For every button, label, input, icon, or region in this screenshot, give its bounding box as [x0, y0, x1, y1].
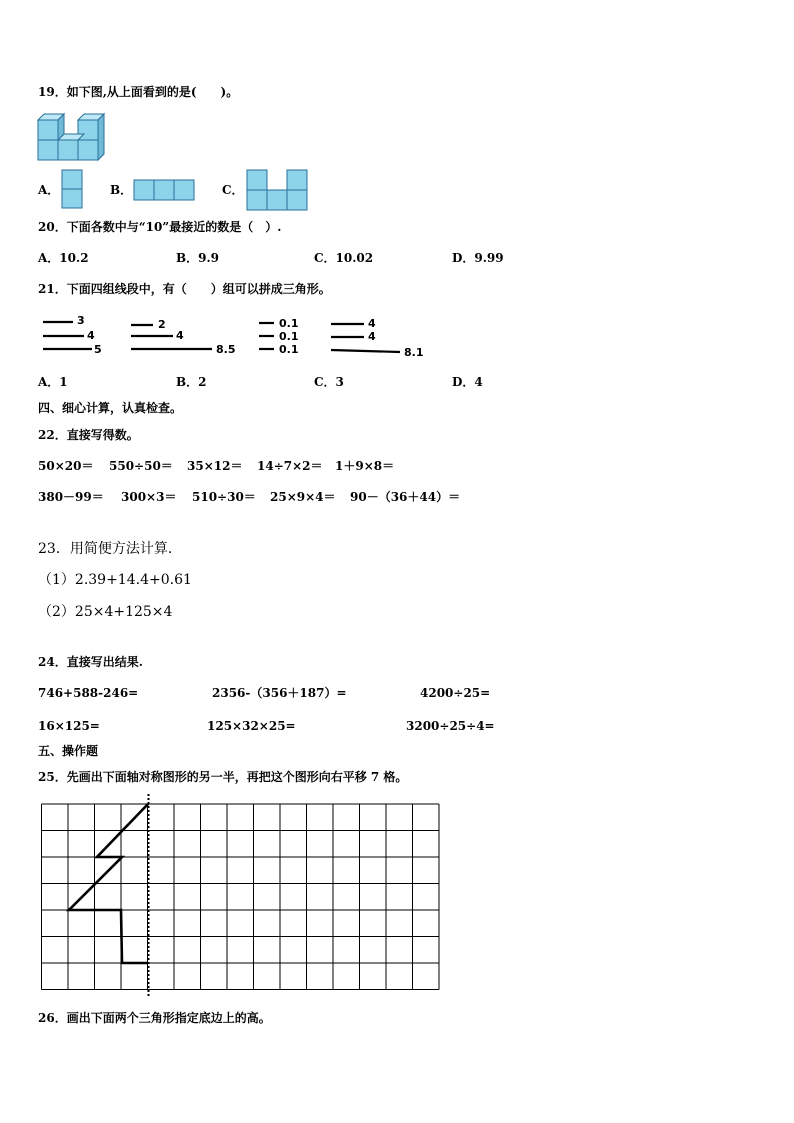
- q24-r1-item-2: 2356-（356＋187）=: [212, 686, 347, 700]
- section-5-title: 五、操作题: [38, 744, 99, 758]
- q21-g4-label-3: 8.1: [404, 346, 424, 359]
- q21-option-a: A．1: [38, 375, 68, 389]
- q20-option-a: A．10.2: [38, 251, 89, 265]
- q22-r2-item-3: 510÷30＝: [192, 490, 256, 504]
- q21-g1-label-1: 3: [77, 314, 85, 327]
- q22-stem: 22．直接写得数。: [38, 428, 139, 442]
- q21-segment-group-3: [256, 314, 326, 354]
- q24-r2-item-3: 3200÷25÷4=: [406, 719, 495, 733]
- q19-option-b: B．: [110, 183, 133, 197]
- q25-drawing-grid[interactable]: [40, 800, 442, 1000]
- q21-g3-label-1: 0.1: [279, 317, 299, 330]
- q21-option-d: D．4: [452, 375, 483, 389]
- q19-solid-figure: [36, 108, 116, 168]
- q21-g2-label-2: 4: [176, 329, 184, 342]
- q24-r1-item-1: 746+588-246=: [38, 686, 139, 700]
- section-4-title: 四、细心计算，认真检查。: [38, 401, 183, 415]
- q21-stem: 21．下面四组线段中，有（ ）组可以拼成三角形。: [38, 282, 331, 296]
- q23-item-2: （2）25×4+125×4: [38, 604, 173, 620]
- q22-r2-item-1: 380－99＝: [38, 490, 104, 504]
- q21-g2-label-3: 8.5: [216, 343, 236, 356]
- q21-g4-label-1: 4: [368, 317, 376, 330]
- q21-g3-label-3: 0.1: [279, 343, 299, 356]
- q20-option-c: C．10.02: [314, 251, 374, 265]
- q24-r2-item-1: 16×125=: [38, 719, 100, 733]
- q24-stem: 24．直接写出结果.: [38, 655, 143, 669]
- q22-r1-item-2: 550÷50＝: [109, 459, 173, 473]
- q19-option-b-figure: [132, 178, 196, 202]
- q20-option-d: D．9.99: [452, 251, 504, 265]
- q21-g4-label-2: 4: [368, 330, 376, 343]
- q21-g3-label-2: 0.1: [279, 330, 299, 343]
- q19-option-c: C．: [222, 183, 244, 197]
- q19-option-a-figure: [60, 168, 84, 210]
- q21-g1-label-3: 5: [94, 343, 102, 356]
- q24-r2-item-2: 125×32×25=: [207, 719, 296, 733]
- q21-g1-label-2: 4: [87, 329, 95, 342]
- q26-stem: 26．画出下面两个三角形指定底边上的高。: [38, 1011, 271, 1025]
- q19-stem: 19．如下图,从上面看到的是( )。: [38, 85, 239, 99]
- q22-r2-item-4: 25×9×4＝: [270, 490, 336, 504]
- q20-option-b: B．9.9: [176, 251, 220, 265]
- q21-segment-group-2: [128, 314, 238, 354]
- q21-option-c: C．3: [314, 375, 344, 389]
- q22-r1-item-4: 14÷7×2＝: [257, 459, 323, 473]
- q25-stem: 25．先画出下面轴对称图形的另一半，再把这个图形向右平移 7 格。: [38, 770, 408, 784]
- q21-g2-label-1: 2: [158, 318, 166, 331]
- q22-r2-item-2: 300×3＝: [121, 490, 177, 504]
- q22-r1-item-1: 50×20＝: [38, 459, 94, 473]
- q22-r1-item-3: 35×12＝: [187, 459, 243, 473]
- q24-r1-item-3: 4200÷25=: [420, 686, 491, 700]
- q21-option-b: B．2: [176, 375, 207, 389]
- q21-segment-group-1: [40, 314, 110, 354]
- q22-r2-item-5: 90－（36＋44）＝: [350, 490, 461, 504]
- q19-option-a: A．: [38, 183, 60, 197]
- q20-stem: 20．下面各数中与“10”最接近的数是（ ）.: [38, 220, 282, 234]
- q23-item-1: （1）2.39+14.4+0.61: [38, 572, 192, 588]
- q23-stem: 23．用简便方法计算.: [38, 541, 173, 557]
- q19-option-c-figure: [245, 168, 309, 212]
- q22-r1-item-5: 1＋9×8＝: [335, 459, 395, 473]
- q21-segment-group-4: [328, 314, 438, 358]
